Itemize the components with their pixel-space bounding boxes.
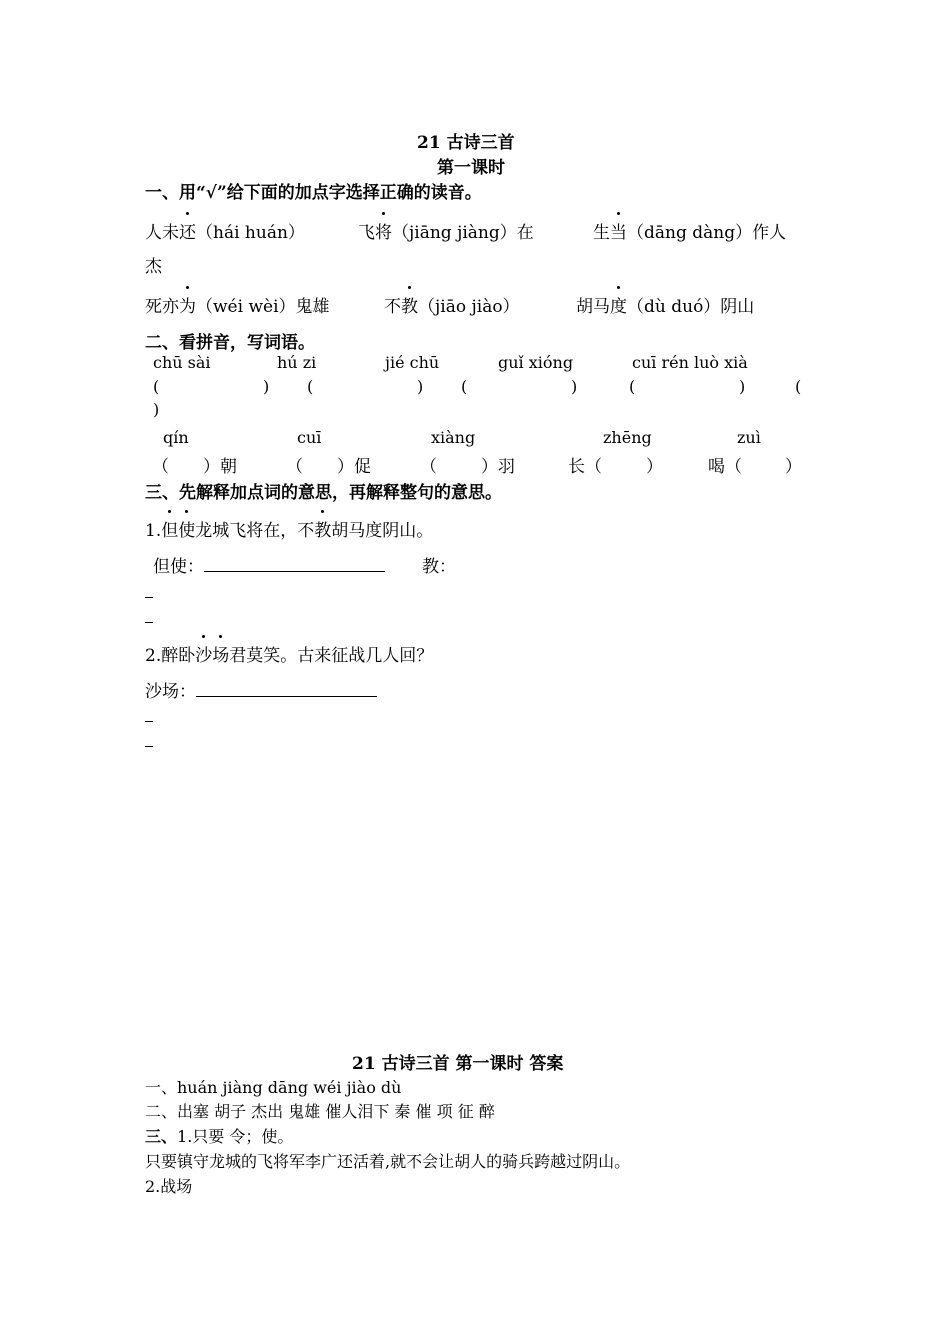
dotted-char: 教 <box>401 292 418 317</box>
dotted-char: 为 <box>179 292 196 317</box>
pinyin-item: hú zi <box>277 353 317 372</box>
q1-line2-c <box>576 292 754 317</box>
answer-bracket-open: ( <box>795 377 802 396</box>
q1-text: 人未 <box>145 223 179 243</box>
pinyin-options: （jiāng jiàng）在 <box>392 223 534 243</box>
q1-text: 死亦 <box>145 297 179 317</box>
blank-continuation-mark <box>145 746 153 747</box>
pinyin-item: cuī <box>297 428 322 447</box>
word-fill-item: 喝（ <box>708 457 742 477</box>
answer-bracket-open: ( <box>153 377 160 396</box>
answer-bracket-close: ) <box>417 377 424 396</box>
q3-sentence2 <box>145 641 433 666</box>
dotted-char: 将 <box>375 218 392 243</box>
word-fill-item: ）朝 <box>203 457 237 477</box>
page-subtitle: 第一课时 <box>437 158 505 178</box>
pinyin-item: jié chū <box>385 353 440 372</box>
pinyin-item: zuì <box>737 428 761 447</box>
q1-line2-a <box>145 292 330 317</box>
answer-bracket-open: ( <box>307 377 314 396</box>
answer-bracket-close: ) <box>153 400 160 419</box>
answer-bracket-close: ） <box>646 457 663 477</box>
q1-line2-b <box>384 292 520 317</box>
q3-text: 君莫笑。古来征战几人回？ <box>229 646 434 666</box>
answer-line-5: 2.战场 <box>145 1177 193 1196</box>
page-title: 21 古诗三首 <box>417 133 515 153</box>
answer-bracket-open: ( <box>461 377 468 396</box>
dotted-char: 度 <box>610 292 627 317</box>
blank-continuation-mark <box>145 597 153 598</box>
section1-heading: 一、用“√”给下面的加点字选择正确的读音。 <box>145 183 482 203</box>
q1-text: 飞 <box>358 223 375 243</box>
answer-text: 1.只要 令；使。 <box>177 1127 294 1146</box>
q3-text: 胡马度阴山。 <box>331 521 434 541</box>
answers-title: 21 古诗三首 第一课时 答案 <box>352 1054 564 1074</box>
q3-text: 2.醉卧 <box>145 646 196 666</box>
blank-continuation-mark <box>145 721 153 722</box>
dotted-char: 但 <box>161 516 178 541</box>
dotted-char: 当 <box>610 218 627 243</box>
answer-bracket-open: ( <box>629 377 636 396</box>
section2-heading: 二、看拼音，写词语。 <box>145 333 315 353</box>
q1-line1-wrap: 杰 <box>145 257 162 277</box>
dotted-char: 使 <box>178 516 195 541</box>
answer-blank-line[interactable] <box>204 553 385 572</box>
q1-text: 不 <box>384 297 401 317</box>
answer-bracket-close: ) <box>739 377 746 396</box>
pinyin-item: cuī rén luò xià <box>632 353 748 372</box>
answer-bracket-close: ) <box>571 377 578 396</box>
pinyin-item: chū sài <box>153 353 211 372</box>
dotted-char: 教 <box>314 516 331 541</box>
q1-line1-b <box>358 218 534 243</box>
pinyin-options: （dù duó）阴山 <box>627 297 755 317</box>
answer-bracket-close: ） <box>785 457 802 477</box>
pinyin-item: guǐ xióng <box>498 353 574 372</box>
q1-text: 生 <box>593 223 610 243</box>
dotted-char: 还 <box>179 218 196 243</box>
label-text: 但使： <box>153 557 204 577</box>
pinyin-options: （wéi wèi）鬼雄 <box>196 297 330 317</box>
q3-label-danshi <box>153 552 385 577</box>
answer-line-2: 二、出塞 胡子 杰出 鬼雄 催人泪下 秦 催 项 征 醉 <box>145 1102 495 1121</box>
answer-prefix: 三、 <box>145 1127 178 1146</box>
dotted-char: 沙 <box>195 641 212 666</box>
answer-bracket-close: ) <box>263 377 270 396</box>
q1-text: 胡马 <box>576 297 610 317</box>
answer-line-4: 只要镇守龙城的飞将军李广还活着,就不会让胡人的骑兵跨越过阴山。 <box>145 1152 631 1171</box>
pinyin-item: zhēng <box>603 428 652 447</box>
answer-blank-line[interactable] <box>196 678 377 697</box>
pinyin-item: qín <box>163 428 189 447</box>
pinyin-item: xiàng <box>431 428 476 447</box>
label-text: 沙场： <box>145 682 196 702</box>
answer-line-3 <box>145 1124 293 1147</box>
dotted-char: 场 <box>212 641 229 666</box>
q1-line1-c <box>593 218 786 243</box>
answer-bracket-open: （ <box>420 457 437 477</box>
q1-line1 <box>145 218 305 243</box>
q3-text: 龙城飞将在，不 <box>195 521 315 541</box>
pinyin-options: （hái huán） <box>196 223 305 243</box>
q3-sentence1 <box>145 516 433 541</box>
pinyin-options: （dāng dàng）作人 <box>627 223 787 243</box>
answer-bracket-open: （ <box>286 457 303 477</box>
q3-label-jiao: 教： <box>422 557 456 577</box>
answer-line-1: 一、huán jiàng dāng wéi jiào dù <box>145 1078 402 1097</box>
section3-heading: 三、先解释加点词的意思，再解释整句的意思。 <box>145 483 502 503</box>
pinyin-options: （jiāo jiào） <box>418 297 520 317</box>
q3-label-shachang <box>145 677 377 702</box>
word-fill-item: ）羽 <box>481 457 515 477</box>
blank-continuation-mark <box>145 622 153 623</box>
word-fill-item: 长（ <box>568 457 602 477</box>
q3-number: 1. <box>145 521 162 541</box>
word-fill-item: ）促 <box>337 457 371 477</box>
answer-bracket-open: （ <box>152 457 169 477</box>
